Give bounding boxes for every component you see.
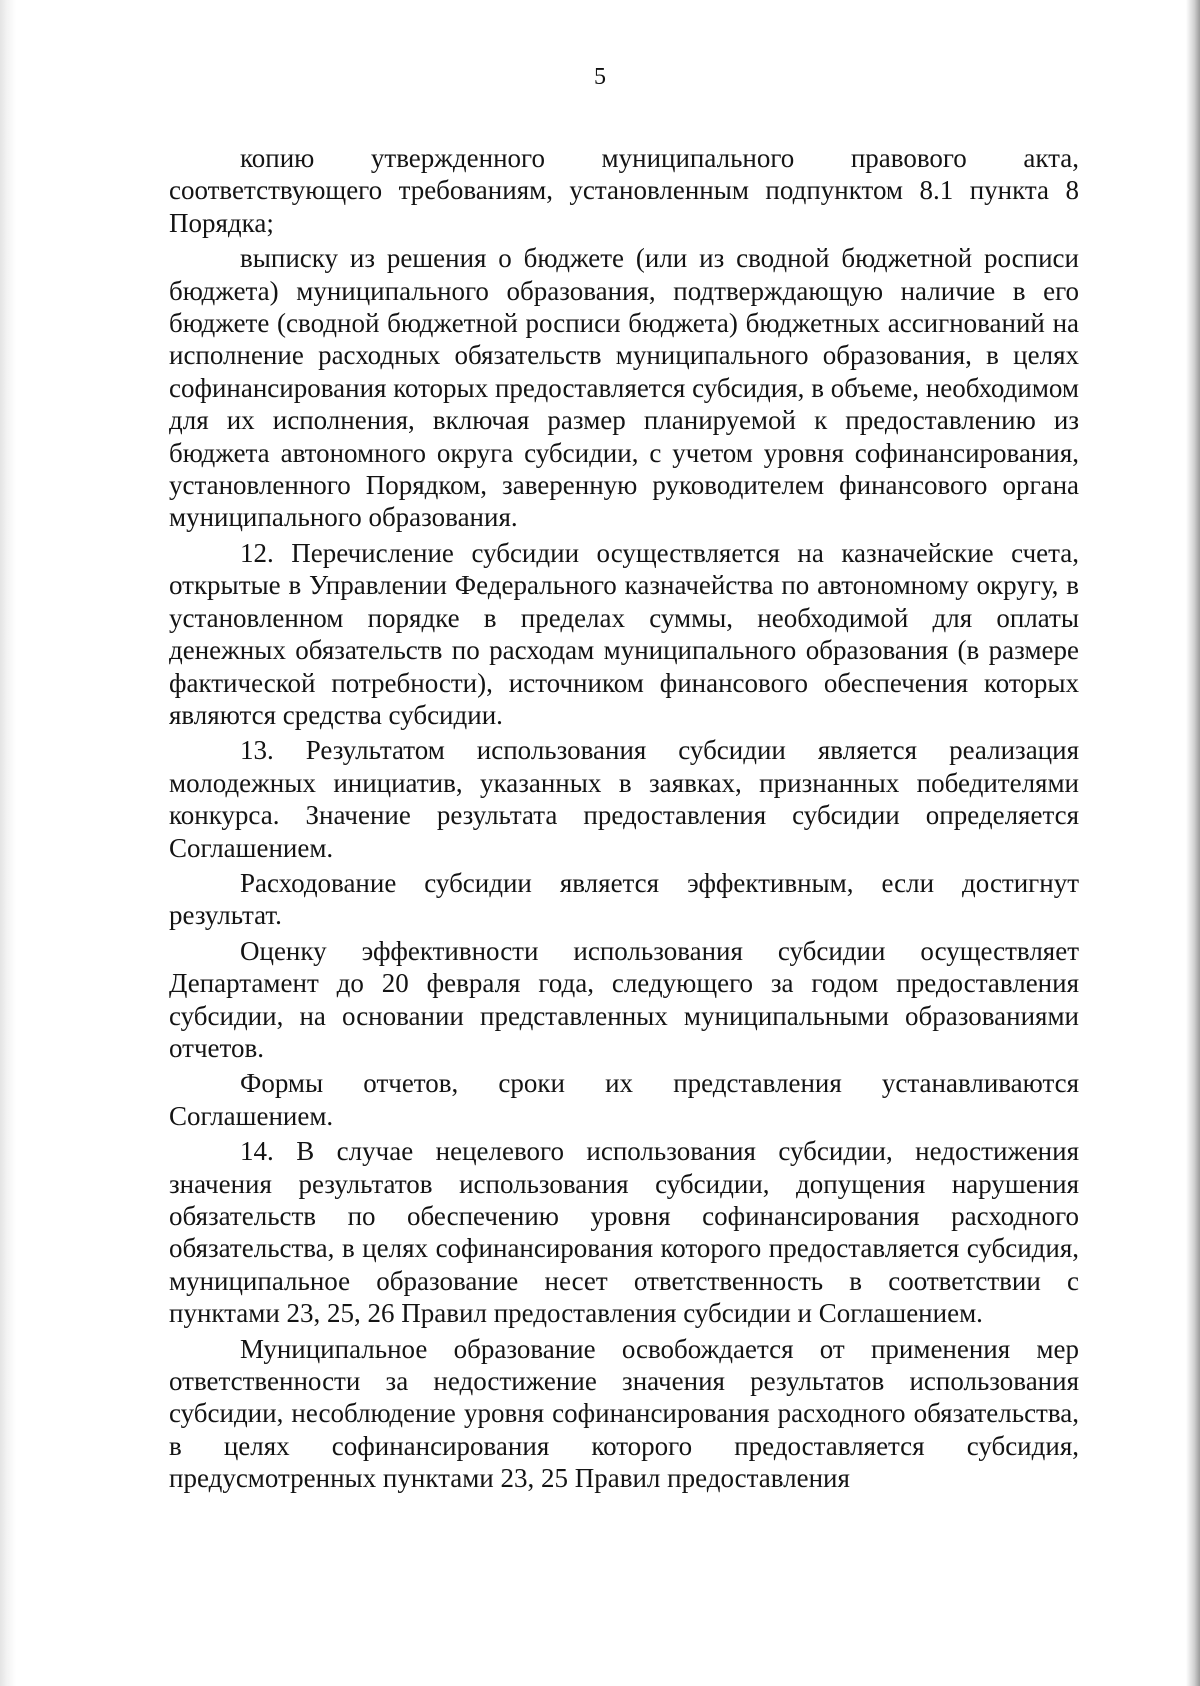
paragraph: Расходование субсидии является эффективным, если достигнут результат. bbox=[169, 867, 1079, 931]
document-body bbox=[169, 142, 1079, 1498]
paragraph: 13. Результатом использования субсидии является реализация молодежных инициатив, указанных в заявках, признанных победителями конкурса. Значение результата предоставления субсидии определяется Соглашением. bbox=[169, 735, 1079, 863]
paragraph: выписку из решения о бюджете (или из сводной бюджетной росписи бюджета) муниципального образования, подтверждающую наличие в его бюджете (сводной бюджетной росписи бюджета) бюджетных ассигнований на исполнение расходных обязательств муниципального образования, в целях софинансирования которых предоставляется субсидия, в объеме, необходимом для их исполнения, включая размер планируемой к предоставлению из бюджета автономного округа субсидии, с учетом уровня софинансирования, установленного Порядком, заверенную руководителем финансового органа муниципального образования. bbox=[169, 243, 1079, 533]
paragraph: копию утвержденного муниципального правового акта, соответствующего требованиям, установленным подпунктом 8.1 пункта 8 Порядка; bbox=[169, 143, 1079, 238]
page-number: 5 bbox=[594, 64, 606, 90]
paragraph: Формы отчетов, сроки их представления устанавливаются Соглашением. bbox=[169, 1068, 1079, 1131]
scan-edge-left bbox=[0, 0, 16, 1686]
paragraph: 12. Перечисление субсидии осуществляется на казначейские счета, открытые в Управлении Федерального казначейства по автономному округу, в установленном порядке в пределах суммы, необходимой для оплаты денежных обязательств по расходам муниципального образования (в размере фактической потребности), источником финансового обеспечения которых являются средства субсидии. bbox=[169, 537, 1079, 730]
paragraph: Оценку эффективности использования субсидии осуществляет Департамент до 20 февраля года, следующего за годом предоставления субсидии, на основании представленных муниципальными образованиями отчетов. bbox=[169, 935, 1079, 1063]
paragraph: Муниципальное образование освобождается от применения мер ответственности за недостижение значения результатов использования субсидии, несоблюдение уровня софинансирования расходного обязательства, в целях софинансирования которого предоставляется субсидия, предусмотренных пунктами 23, 25 Правил предоставления bbox=[169, 1333, 1079, 1494]
scan-edge-right bbox=[1186, 0, 1200, 1686]
paragraph: 14. В случае нецелевого использования субсидии, недостижения значения результатов использования субсидии, допущения нарушения обязательств по обеспечению уровня софинансирования расходного обязательства, в целях софинансирования которого предоставляется субсидия, муниципальное образование несет ответственность в соответствии с пунктами 23, 25, 26 Правил предоставления субсидии и Соглашением. bbox=[169, 1136, 1079, 1329]
